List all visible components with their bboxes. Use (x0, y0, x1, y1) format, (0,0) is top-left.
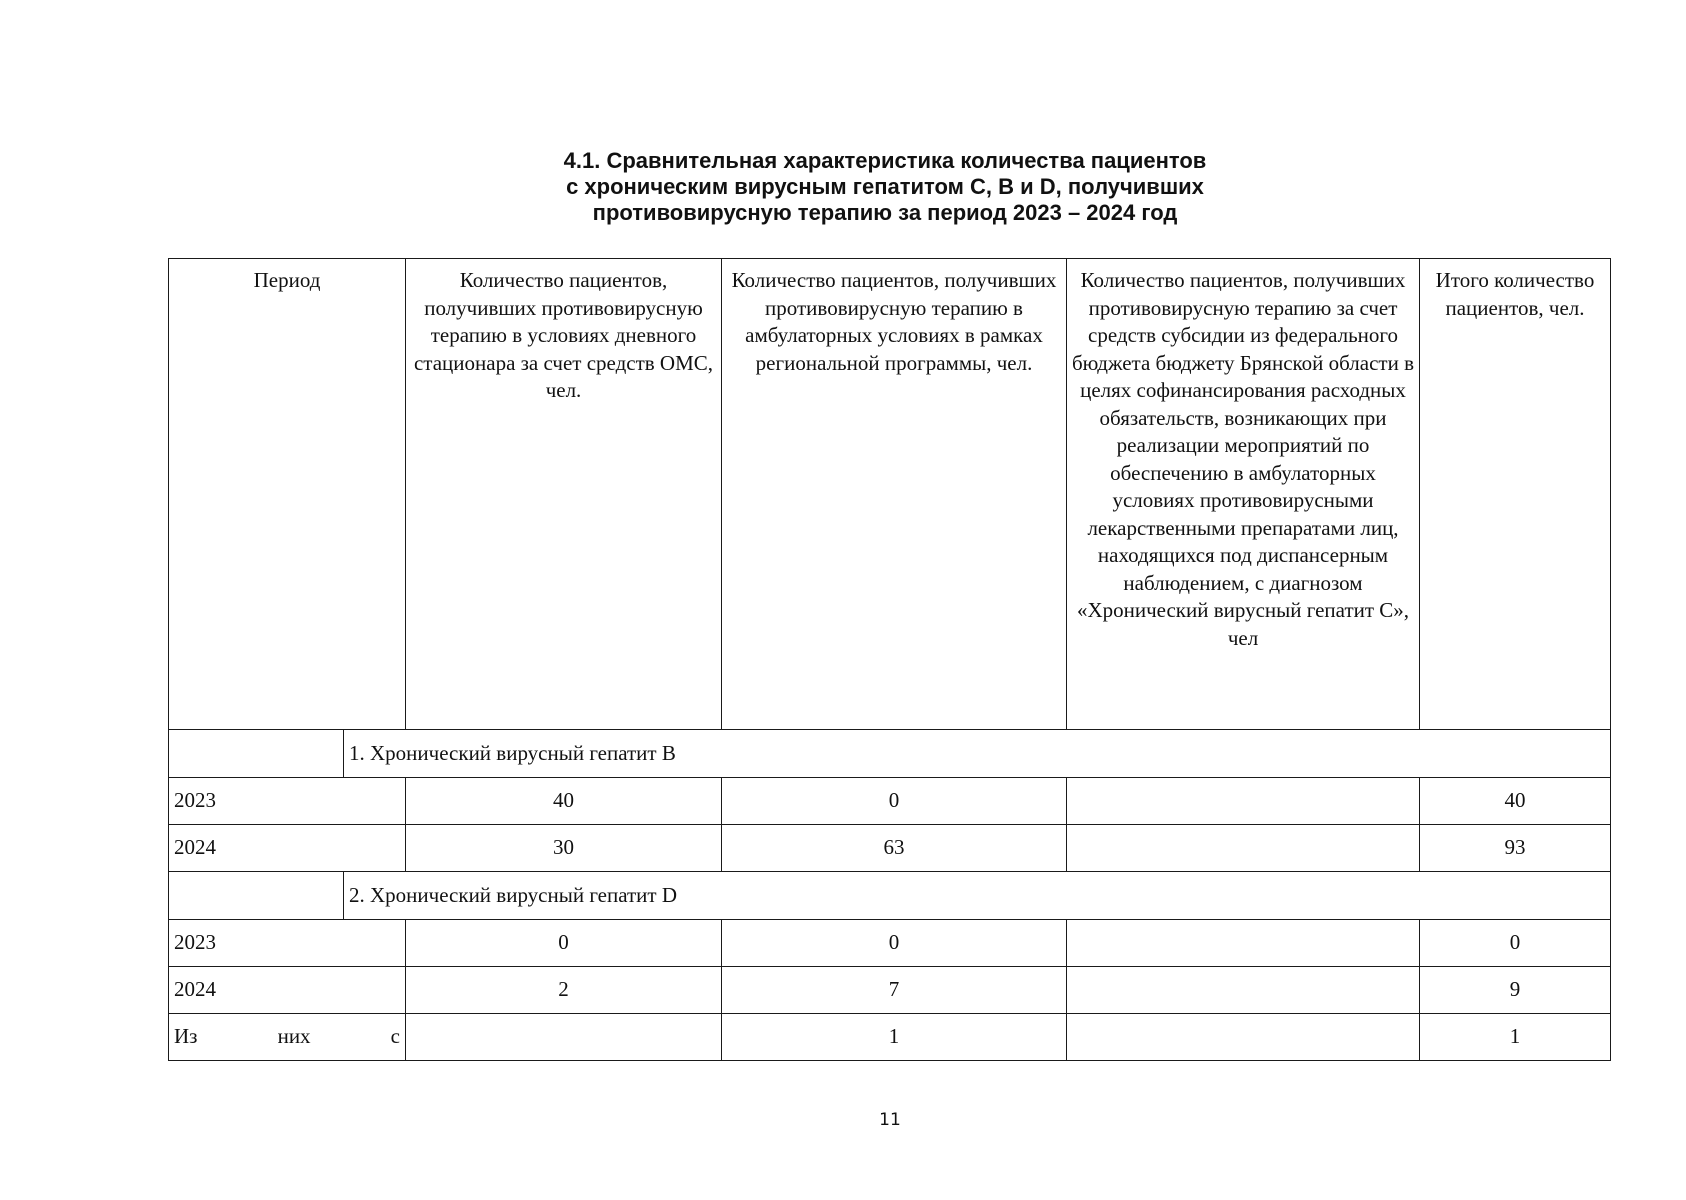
day-hospital-cell: 2 (406, 967, 722, 1014)
total-cell: 93 (1420, 825, 1611, 872)
period-cell: 2023 (169, 920, 406, 967)
outpatient-cell: 63 (722, 825, 1067, 872)
day-hospital-cell: 0 (406, 920, 722, 967)
section-blank-cell (169, 730, 344, 778)
header-period: Период (169, 259, 406, 730)
table-row (169, 967, 1611, 1014)
section-label-hepatitis-d: 2. Хронический вирусный гепатит D (344, 872, 1611, 920)
title-line-2: с хроническим вирусным гепатитом С, В и D, получивших (566, 174, 1204, 199)
table-row (169, 778, 1611, 825)
subsidy-cell (1067, 1014, 1420, 1061)
subrow-label-cell (169, 1014, 406, 1061)
header-outpatient-regional: Количество пациентов, получивших противовирусную терапию в амбулаторных условиях в рамках региональной программы, чел. (722, 259, 1067, 730)
period-cell: 2024 (169, 825, 406, 872)
table-row (169, 825, 1611, 872)
outpatient-cell: 7 (722, 967, 1067, 1014)
header-federal-subsidy: Количество пациентов, получивших противовирусную терапию за счет средств субсидии из федерального бюджета бюджету Брянской области в целях софинансирования расходных обязательств, возникающих при реализации мероприятий по обеспечению в амбулаторных условиях противовирусными лекарственными препаратами лиц, находящихся под диспансерным наблюдением, с диагнозом «Хронический вирусный гепатит С», чел (1067, 259, 1420, 730)
period-cell: 2023 (169, 778, 406, 825)
document-title (0, 148, 1686, 226)
hepatitis-therapy-table (168, 258, 1611, 1061)
subsidy-cell (1067, 778, 1420, 825)
section-row-hepatitis-d (169, 872, 1611, 920)
page-number: 11 (879, 1110, 901, 1130)
subsidy-cell (1067, 920, 1420, 967)
total-cell: 0 (1420, 920, 1611, 967)
subrow-word: них (277, 1024, 311, 1049)
subrow-word: Из (174, 1024, 198, 1049)
title-line-3: противовирусную терапию за период 2023 – 2024 год (592, 200, 1178, 225)
total-cell: 40 (1420, 778, 1611, 825)
outpatient-cell: 0 (722, 920, 1067, 967)
section-label-hepatitis-b: 1. Хронический вирусный гепатит В (344, 730, 1611, 778)
subrow-word: с (390, 1024, 400, 1049)
subrow-label (174, 1023, 400, 1051)
table-header-row (169, 259, 1611, 730)
section-row-hepatitis-b (169, 730, 1611, 778)
day-hospital-cell: 40 (406, 778, 722, 825)
header-day-hospital: Количество пациентов, получивших противовирусную терапию в условиях дневного стационара за счет средств ОМС, чел. (406, 259, 722, 730)
title-line-1: 4.1. Сравнительная характеристика количества пациентов (563, 148, 1207, 173)
total-cell: 1 (1420, 1014, 1611, 1061)
subsidy-cell (1067, 825, 1420, 872)
total-cell: 9 (1420, 967, 1611, 1014)
subsidy-cell (1067, 967, 1420, 1014)
day-hospital-cell: 30 (406, 825, 722, 872)
table-subrow (169, 1014, 1611, 1061)
section-blank-cell (169, 872, 344, 920)
outpatient-cell: 1 (722, 1014, 1067, 1061)
day-hospital-cell (406, 1014, 722, 1061)
period-cell: 2024 (169, 967, 406, 1014)
header-total: Итого количество пациентов, чел. (1420, 259, 1611, 730)
outpatient-cell: 0 (722, 778, 1067, 825)
table-row (169, 920, 1611, 967)
